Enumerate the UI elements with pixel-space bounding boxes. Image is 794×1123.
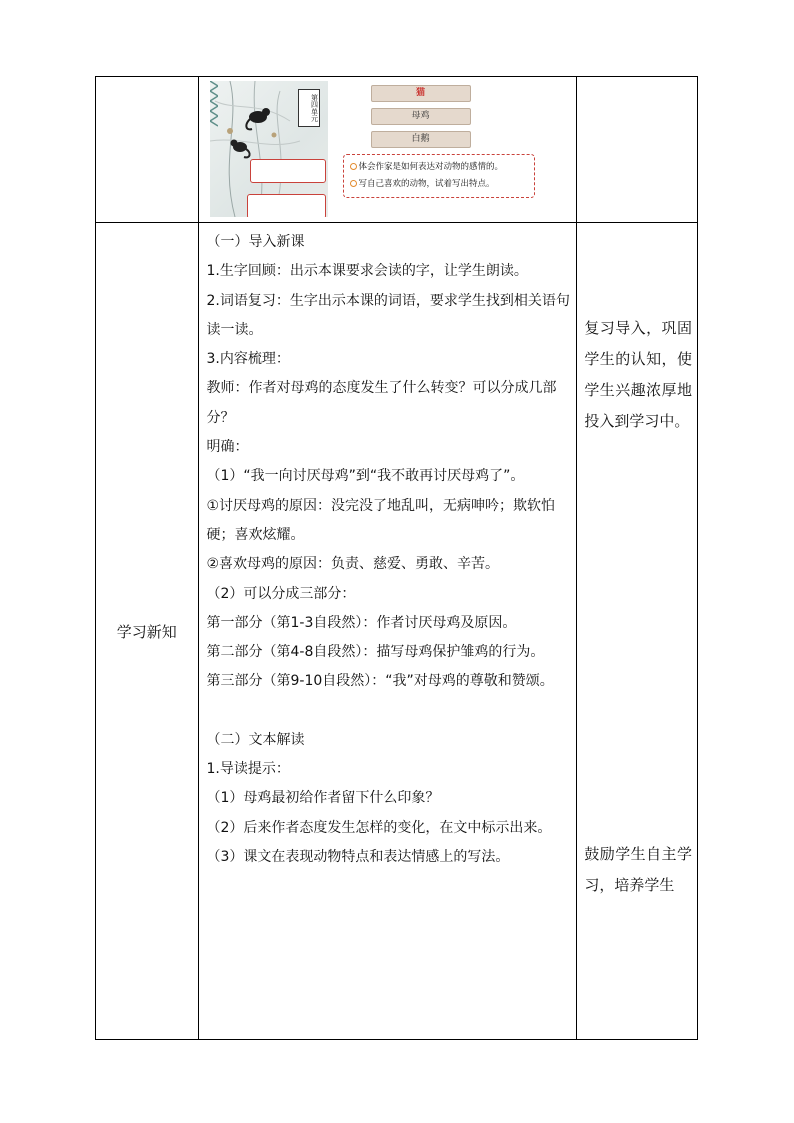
design-note-1: 复习导入，巩固学生的认知，使学生兴趣浓厚地投入到学习中。 — [584, 319, 692, 430]
content-line: （2）后来作者态度发生怎样的变化，在文中标示出来。 — [206, 819, 552, 836]
note-cell — [577, 223, 698, 1040]
content-line: ①讨厌母鸡的原因：没完没了地乱叫，无病呻吟；欺软怕硬；喜欢炫耀。 — [206, 497, 556, 543]
content-line: ②喜欢母鸡的原因：负责、慈爱、勇敢、辛苦。 — [206, 556, 500, 573]
design-note-2: 鼓励学生自主学习，培养学生 — [584, 845, 692, 894]
lesson-pill-1: 猫 — [371, 85, 471, 102]
poem-text-box — [250, 159, 326, 183]
unit-illustration — [199, 77, 576, 222]
goal-item: 写自己喜欢的动物，试着写出特点。 — [350, 176, 528, 193]
content-line: 第三部分（第9-10自段然）：“我”对母鸡的尊敬和赞颂。 — [206, 673, 554, 690]
illustration-cell — [198, 77, 577, 223]
lesson-plan-table — [95, 76, 698, 1040]
circle-bullet-icon — [350, 180, 357, 187]
content-line: 明确： — [206, 439, 249, 456]
unit-tag: 第四单元 — [298, 89, 320, 127]
intro-text-box — [247, 194, 326, 217]
content-line: 1.生字回顾：出示本课要求会读的字，让学生朗读。 — [206, 263, 528, 280]
blank-line — [207, 697, 571, 726]
content-line: 1.导读提示： — [206, 761, 290, 778]
content-line: （1）“我一向讨厌母鸡”到“我不敢再讨厌母鸡了”。 — [206, 468, 525, 485]
learning-row — [96, 223, 698, 1040]
empty-note-cell — [577, 77, 698, 223]
content-line: （二）文本解读 — [206, 731, 305, 748]
goal-item: 体会作家是如何表达对动物的感情的。 — [350, 159, 528, 176]
unit-goals-box — [343, 154, 535, 198]
content-line: 第一部分（第1-3自段然）：作者讨厌母鸡及原因。 — [206, 614, 517, 631]
content-line: 教师：作者对母鸡的态度发生了什么转变？可以分成几部分？ — [206, 380, 557, 426]
zigzag-decoration-icon — [210, 81, 218, 127]
lesson-content — [199, 223, 577, 872]
content-line: （2）可以分成三部分： — [206, 585, 356, 602]
content-line: 3.内容梳理： — [206, 351, 290, 368]
content-line: 第二部分（第4-8自段然）：描写母鸡保护雏鸡的行为。 — [206, 644, 545, 661]
stage-label: 学习新知 — [116, 622, 177, 641]
ink-painting-image — [210, 81, 328, 217]
content-line: （一）导入新课 — [206, 234, 305, 250]
content-line: （1）母鸡最初给作者留下什么印象？ — [206, 790, 440, 807]
content-line: 2.词语复习：生字出示本课的词语，要求学生找到相关语句读一读。 — [206, 292, 570, 338]
stage-label-cell — [96, 223, 199, 1040]
empty-label-cell — [96, 77, 199, 223]
lesson-pill-3: 白鹅 — [371, 131, 471, 148]
content-cell — [198, 223, 577, 1040]
content-line: （3）课文在表现动物特点和表达情感上的写法。 — [206, 848, 510, 865]
circle-bullet-icon — [350, 163, 357, 170]
illustration-row — [96, 77, 698, 223]
lesson-pill-2: 母鸡 — [371, 108, 471, 125]
